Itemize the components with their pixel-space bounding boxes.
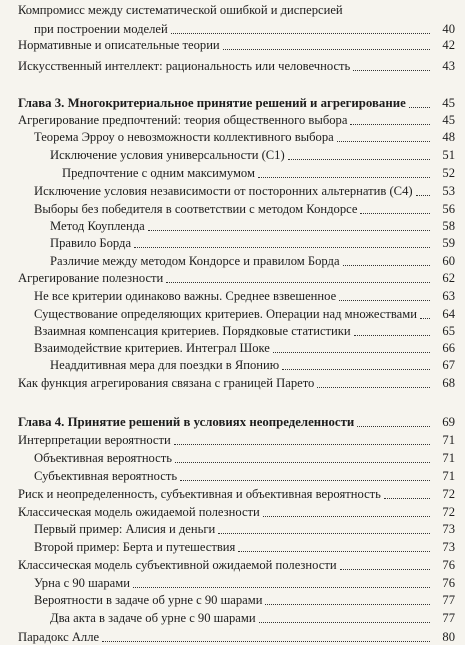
dot-leader: [148, 230, 430, 231]
toc-entry: [18, 433, 455, 448]
toc-entry: [34, 130, 455, 145]
dot-leader: [259, 622, 430, 623]
page-number: 45: [442, 113, 455, 127]
toc-entry: [34, 324, 455, 339]
toc-entry: [50, 358, 455, 373]
dot-leader: [258, 177, 430, 178]
page-number: 71: [442, 469, 455, 483]
toc-entry: [18, 3, 455, 18]
page-number: 71: [442, 451, 455, 465]
dot-leader: [134, 247, 430, 248]
page-number: 59: [442, 236, 455, 250]
entry-title: Парадокс Алле: [18, 630, 100, 644]
toc-entry: [34, 341, 455, 356]
page-number: 64: [442, 307, 455, 321]
toc-entry: [18, 505, 455, 520]
page-number: 77: [442, 611, 455, 625]
toc-entry: [50, 148, 455, 163]
toc-entry: [34, 451, 455, 466]
toc-entry: [34, 522, 455, 537]
toc-entry: [18, 558, 455, 573]
entry-title: Не все критерии одинаково важны. Среднее взвешенное: [34, 289, 337, 303]
page-number: 76: [442, 576, 455, 590]
dot-leader: [360, 213, 430, 214]
dot-leader: [288, 159, 430, 160]
toc-entry: [50, 219, 455, 234]
entry-title: Исключение условия независимости от посторонних альтернатив (C4): [34, 184, 413, 198]
toc-entry: [34, 307, 455, 322]
entry-title: Теорема Эрроу о невозможности коллективного выбора: [34, 130, 334, 144]
toc-entry: [50, 236, 455, 251]
dot-leader: [263, 516, 430, 517]
dot-leader: [350, 124, 430, 125]
dot-leader: [133, 587, 430, 588]
dot-leader: [102, 641, 430, 642]
dot-leader: [357, 426, 430, 427]
entry-title: Агрегирование предпочтений: теория общественного выбора: [18, 113, 348, 127]
chapter-heading: [18, 96, 455, 111]
dot-leader: [175, 462, 430, 463]
page-number: 76: [442, 558, 455, 572]
dot-leader: [218, 533, 430, 534]
page-number: 72: [442, 505, 455, 519]
toc-entry: [18, 376, 455, 391]
entry-title: Интерпретации вероятности: [18, 433, 171, 447]
page-number: 66: [442, 341, 455, 355]
entry-title: Как функция агрегирования связана с границей Парето: [18, 376, 315, 390]
toc-entry: [34, 22, 455, 37]
toc-entry: [18, 487, 455, 502]
page-number: 40: [442, 22, 455, 36]
page-number: 48: [442, 130, 455, 144]
dot-leader: [384, 498, 430, 499]
entry-title: Урна с 90 шарами: [34, 576, 130, 590]
page-number: 68: [442, 376, 455, 390]
entry-title: Компромисс между систематической ошибкой и дисперсией: [18, 3, 343, 17]
dot-leader: [273, 352, 430, 353]
page-number: 62: [442, 271, 455, 285]
dot-leader: [174, 444, 430, 445]
entry-title: Неаддитивная мера для поездки в Японию: [50, 358, 280, 372]
entry-title: Различие между методом Кондорсе и правилом Борда: [50, 254, 340, 268]
page-number: 60: [442, 254, 455, 268]
entry-title: Глава 4. Принятие решений в условиях неопределенности: [18, 415, 355, 429]
entry-title: Метод Коупленда: [50, 219, 145, 233]
dot-leader: [409, 107, 430, 108]
dot-leader: [337, 141, 430, 142]
entry-title: Второй пример: Берта и путешествия: [34, 540, 236, 554]
entry-title: Субъективная вероятность: [34, 469, 178, 483]
entry-title: Объективная вероятность: [34, 451, 173, 465]
page-number: 65: [442, 324, 455, 338]
dot-leader: [171, 33, 430, 34]
toc-entry: [34, 540, 455, 555]
toc-entry: [18, 113, 455, 128]
page-number: 52: [442, 166, 455, 180]
page-number: 51: [442, 148, 455, 162]
dot-leader: [340, 569, 430, 570]
page-number: 69: [442, 415, 455, 429]
dot-leader: [282, 369, 430, 370]
dot-leader: [265, 604, 430, 605]
page-number: 45: [442, 96, 455, 110]
page-number: 63: [442, 289, 455, 303]
entry-title: Глава 3. Многокритериальное принятие решений и агрегирование: [18, 96, 406, 110]
page-number: 53: [442, 184, 455, 198]
dot-leader: [416, 195, 430, 196]
entry-title: Искусственный интеллект: рациональность или человечность: [18, 59, 351, 73]
page-number: 80: [442, 630, 455, 644]
page-number: 73: [442, 522, 455, 536]
dot-leader: [180, 480, 430, 481]
dot-leader: [223, 49, 430, 50]
entry-title: Первый пример: Алисия и деньги: [34, 522, 216, 536]
toc-entry: [18, 59, 455, 74]
entry-title: Правило Борда: [50, 236, 132, 250]
toc-entry: [34, 289, 455, 304]
entry-title: Классическая модель субъективной ожидаемой полезности: [18, 558, 337, 572]
dot-leader: [238, 551, 430, 552]
chapter-heading: [18, 415, 455, 430]
page-number: 56: [442, 202, 455, 216]
entry-title: Существование определяющих критериев. Операции над множествами: [34, 307, 417, 321]
entry-title: Исключение условия универсальности (C1): [50, 148, 285, 162]
toc-entry: [34, 202, 455, 217]
dot-leader: [354, 335, 430, 336]
toc-entry: [34, 593, 455, 608]
toc-entry: [34, 576, 455, 591]
toc-entry: [34, 184, 455, 199]
page-number: 43: [442, 59, 455, 73]
entry-title: Предпочтение с одним максимумом: [62, 166, 255, 180]
entry-title: Риск и неопределенность, субъективная и объективная вероятность: [18, 487, 381, 501]
page-number: 72: [442, 487, 455, 501]
toc-entry: [18, 271, 455, 286]
toc-entry: [62, 166, 455, 181]
dot-leader: [166, 282, 430, 283]
page-number: 42: [442, 38, 455, 52]
page-number: 67: [442, 358, 455, 372]
page-number: 58: [442, 219, 455, 233]
dot-leader: [353, 70, 430, 71]
toc-entry: [34, 469, 455, 484]
dot-leader: [420, 318, 430, 319]
dot-leader: [339, 300, 430, 301]
entry-title: Два акта в задаче об урне с 90 шарами: [50, 611, 256, 625]
toc-entry: [50, 611, 455, 626]
entry-title: Нормативные и описательные теории: [18, 38, 220, 52]
page-number: 73: [442, 540, 455, 554]
page-number: 71: [442, 433, 455, 447]
entry-title: Классическая модель ожидаемой полезности: [18, 505, 260, 519]
dot-leader: [343, 265, 430, 266]
entry-title: Взаимодействие критериев. Интеграл Шоке: [34, 341, 270, 355]
toc-entry: [50, 254, 455, 269]
page-number: 77: [442, 593, 455, 607]
entry-title: при построении моделей: [34, 22, 168, 36]
entry-title: Вероятности в задаче об урне с 90 шарами: [34, 593, 263, 607]
entry-title: Взаимная компенсация критериев. Порядковые статистики: [34, 324, 351, 338]
entry-title: Выборы без победителя в соответствии с методом Кондорсе: [34, 202, 358, 216]
dot-leader: [317, 387, 430, 388]
toc-entry: [18, 38, 455, 53]
entry-title: Агрегирование полезности: [18, 271, 164, 285]
